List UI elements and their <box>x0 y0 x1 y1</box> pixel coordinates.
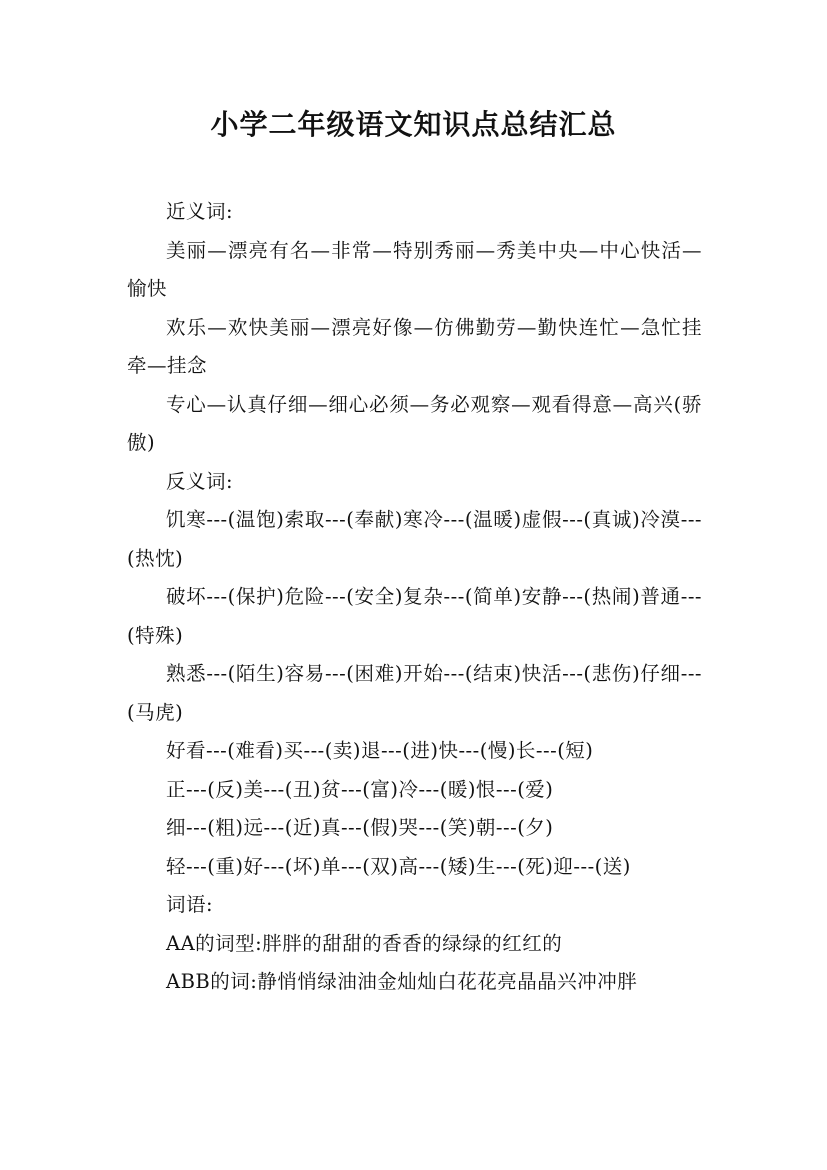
paragraph-antonyms-5: 正---(反)美---(丑)贫---(富)冷---(暖)恨---(爱) <box>166 777 554 801</box>
paragraph-antonyms-1: 饥寒---(温饱)索取---(奉献)寒冷---(温暖)虚假---(真诚)冷漠---(热忱) <box>127 508 702 570</box>
paragraph-words-aa: AA的词型:胖胖的甜甜的香香的绿绿的红红的 <box>166 931 563 955</box>
paragraph-synonyms-3: 专心—认真仔细—细心必须—务必观察—观看得意—高兴(骄傲) <box>127 392 702 454</box>
paragraph-words-abb: ABB的词:静悄悄绿油油金灿灿白花花亮晶晶兴冲冲胖 <box>166 970 638 993</box>
paragraph-words-heading: 词语: <box>166 893 214 916</box>
paragraph-antonyms-3: 熟悉---(陌生)容易---(困难)开始---(结束)快活---(悲伤)仔细---(马虎) <box>127 662 702 724</box>
paragraph-antonyms-4: 好看---(难看)买---(卖)退---(进)快---(慢)长---(短) <box>166 739 594 762</box>
document-body <box>127 193 702 1002</box>
paragraph-antonyms-7: 轻---(重)好---(坏)单---(双)高---(矮)生---(死)迎---(送) <box>166 854 631 878</box>
paragraph-antonyms-2: 破坏---(保护)危险---(安全)复杂---(简单)安静---(热闹)普通---(特殊) <box>127 585 702 647</box>
paragraph-synonyms-2: 欢乐—欢快美丽—漂亮好像—仿佛勤劳—勤快连忙—急忙挂牵—挂念 <box>127 315 702 377</box>
page-title: 小学二年级语文知识点总结汇总 <box>210 108 617 141</box>
paragraph-synonyms-heading: 近义词: <box>166 200 234 223</box>
paragraph-antonyms-6: 细---(粗)远---(近)真---(假)哭---(笑)朝---(夕) <box>166 816 554 839</box>
paragraph-synonyms-1: 美丽—漂亮有名—非常—特别秀丽—秀美中央—中心快活—愉快 <box>127 238 702 300</box>
paragraph-antonyms-heading: 反义词: <box>166 469 234 493</box>
